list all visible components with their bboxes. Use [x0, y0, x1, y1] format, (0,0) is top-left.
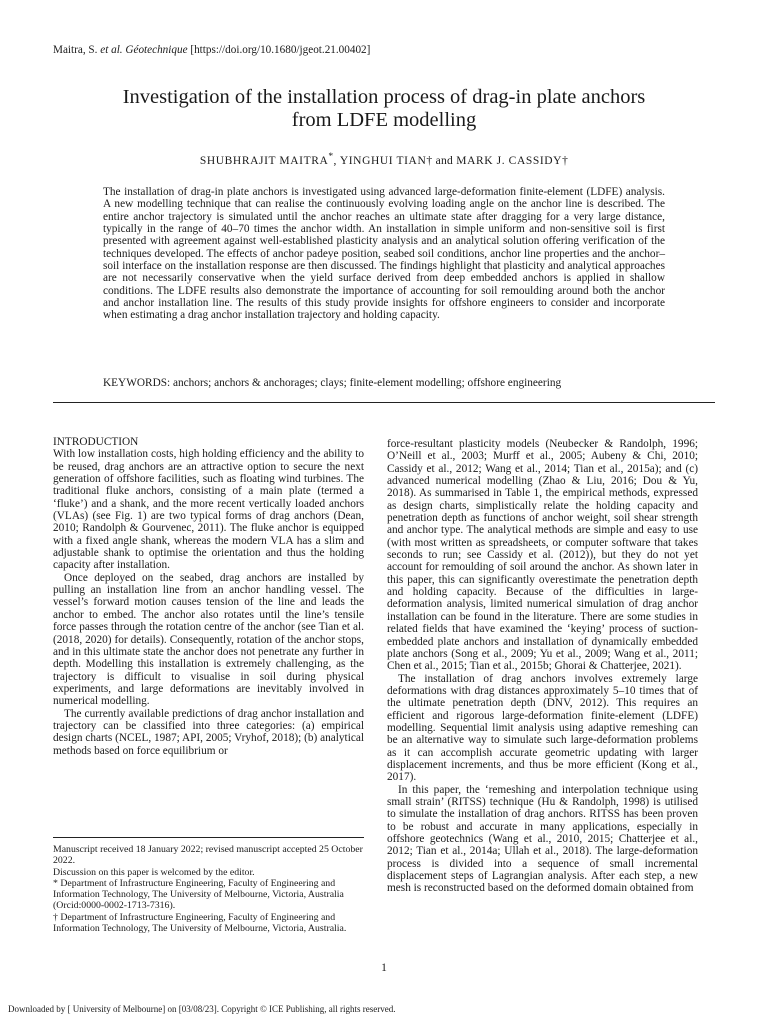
intro-paragraph-3: The currently available predictions of drag anchor installation and trajectory can be classified into three categories: (a) empirical design charts (NCEL, 1987; API, 2005; Vryhof, 2018); (b) analytical methods based on force equilibrium or [53, 707, 364, 757]
right-column [387, 438, 698, 895]
right-paragraph-1: force-resultant plasticity models (Neubecker & Randolph, 1996; O’Neill et al., 2003; Murff et al., 2005; Aubeny & Chi, 2010; Cassidy et al., 2012; Wang et al., 2014; Tian et al., 2015a); and (c) advanced numerical modelling (Zhao & Liu, 2016; Dou & Yu, 2018). As summarised in Table 1, the empirical methods, expressed as design charts, simplistically relate the holding capacity and penetration depth as functions of anchor weight, soil shear strength and anchor type. The analytical methods are simple and easy to use (with most written as spreadsheets, or computer software that takes seconds to run; see Cassidy et al. (2012)), but they do not yet account for remoulding of soil around the anchor. As shown later in this paper, this can significantly overestimate the penetration depth and holding capacity. Because of the difficulties in large-deformation analysis, limited numerical simulation of drag anchor installation can be found in the literature. There are some studies in related fields that have examined the ‘keying’ process of suction-embedded plate anchors and installation of dynamically embedded plate anchors (Song et al., 2009; Yu et al., 2009; Wang et al., 2011; Chen et al., 2015; Tian et al., 2015b; Ghorai & Chatterjee, 2021). [387, 438, 698, 673]
title-line-2: from LDFE modelling [291, 109, 477, 131]
right-paragraph-2: The installation of drag anchors involves extremely large deformations with drag distances approximately 5–10 times that of the ultimate penetration depth (DNV, 2012). This requires an efficient and rigorous large-deformation finite-element (LDFE) modelling. Sequential limit analysis using adaptive remeshing can be an alternative way to simulate such large-deformation problems as it can accomplish accurate geometric updating with larger displacement increments, and thus be more efficient (Kong et al., 2017). [387, 672, 698, 784]
title-line-1: Investigation of the installation process of drag-in plate anchors [122, 86, 646, 108]
citation-etal: et al. [100, 44, 123, 56]
footnotes [53, 844, 364, 934]
left-column [53, 436, 364, 757]
intro-paragraph-1: With low installation costs, high holding efficiency and the ability to be reused, drag anchors are an attractive option to secure the next generation of offshore facilities, such as floating wind turbines. The traditional fluke anchors, consisting of a main plate (termed a ‘fluke’) and a shank, and the more recent vertically loaded anchors (VLAs) (see Fig. 1) are two typical forms of drag anchors (Dean, 2010; Randolph & Gourvenec, 2011). The fluke anchor is equipped with a fixed angle shank, whereas the modern VLA has a slim and adjustable shank to optimise the orientation and thus the holding capacity after installation. [53, 448, 364, 572]
section-divider [53, 402, 715, 403]
author-1: SHUBHRAJIT MAITRA [199, 154, 329, 167]
intro-paragraph-2: Once deployed on the seabed, drag anchors are installed by pulling an installation line from an anchor handling vessel. The vessel’s forward motion causes tension of the line and leads the anchor to embed. The anchor also rotates until the line’s tensile force passes through the rotation centre of the anchor (see Tian et al. (2018, 2020) for details). Consequently, rotation of the anchor stops, and in this ultimate state the anchor does not penetrate any further in depth. Modelling this installation is extremely challenging, as the trajectory is difficult to visualise in soil during physical experiments, and large deformations are inevitably involved in numerical modelling. [53, 571, 364, 708]
citation-doi-link[interactable]: [https://doi.org/10.1680/jgeot.21.00402] [190, 44, 371, 56]
author-2-mark: † [426, 154, 433, 167]
keywords: KEYWORDS: anchors; anchors & anchorages; clays; finite-element modelling; offshore engineering [103, 377, 562, 389]
footnote-affiliation-2: † Department of Infrastructure Engineering, Faculty of Engineering and Information Technology, The University of Melbourne, Victoria, Australia. [53, 911, 347, 935]
citation-header [53, 44, 370, 56]
abstract: The installation of drag-in plate anchors is investigated using advanced large-deformation finite-element (LDFE) analysis. A new modelling technique that can realise the continuously evolving loading angle on the anchor line is described. The entire anchor trajectory is simulated until the anchor reaches an ultimate state after dragging for a very large distance, typically in the range of 40–70 times the anchor width. An installation in simple uniform and non-sensitive soil is first presented with agreement against well-established plasticity analysis and an analytical solution offering verification of the techniques developed. The effects of anchor padeye position, seabed soil conditions, anchor line properties and the anchor–soil interface on the installation response are then discussed. The findings highlight that plasticity and analytical approaches are not necessarily conservative when the yield surface derived from deep embedded anchors is applied in shallow conditions. The LDFE results also demonstrate the importance of accounting for soil remoulding around both the anchor and anchor installation line. The results of this study provide insights for offshore engineers to consider and incorporate when estimating a drag anchor installation trajectory and holding capacity. [103, 186, 665, 322]
download-notice: Downloaded by [ University of Melbourne] on [03/08/23]. Copyright © ICE Publishing, all rights reserved. [8, 1004, 396, 1014]
footnote-divider [53, 837, 364, 838]
footnote-discussion: Discussion on this paper is welcomed by the editor. [53, 866, 255, 878]
author-3: MARK J. CASSIDY [456, 154, 563, 167]
paper-title [60, 86, 708, 132]
author-and: and [432, 154, 457, 167]
section-heading-introduction: INTRODUCTION [53, 436, 139, 448]
author-3-mark: † [562, 154, 569, 167]
author-2: YINGHUI TIAN [339, 154, 427, 167]
footnote-received: Manuscript received 18 January 2022; revised manuscript accepted 25 October 2022. [53, 844, 363, 867]
citation-journal: Géotechnique [125, 44, 188, 56]
author-list: SHUBHRAJIT MAITRA*, YINGHUI TIAN† and MARK J. CASSIDY† [199, 151, 569, 167]
right-paragraph-3: In this paper, the ‘remeshing and interpolation technique using small strain’ (RITSS) technique (Hu & Randolph, 1998) is utilised to simulate the installation of drag anchors. RITSS has been proven to be robust and accurate in many applications, especially in offshore geotechnics (Wang et al., 2010, 2015; Chatterjee et al., 2012; Tian et al., 2014a; Ullah et al., 2018). The large-deformation process is divided into a sequence of small incremental displacement steps of Lagrangian analysis. After each step, a new mesh is reconstructed based on the deformed domain obtained from [387, 783, 698, 895]
footnote-affiliation-1: * Department of Infrastructure Engineering, Faculty of Engineering and Information Technology, The University of Melbourne, Victoria, Australia (Orcid:0000-0002-1713-7316). [53, 877, 344, 912]
author-1-mark: * [328, 151, 334, 162]
page-number: 1 [381, 962, 387, 974]
citation-prefix: Maitra, S. [53, 44, 101, 56]
